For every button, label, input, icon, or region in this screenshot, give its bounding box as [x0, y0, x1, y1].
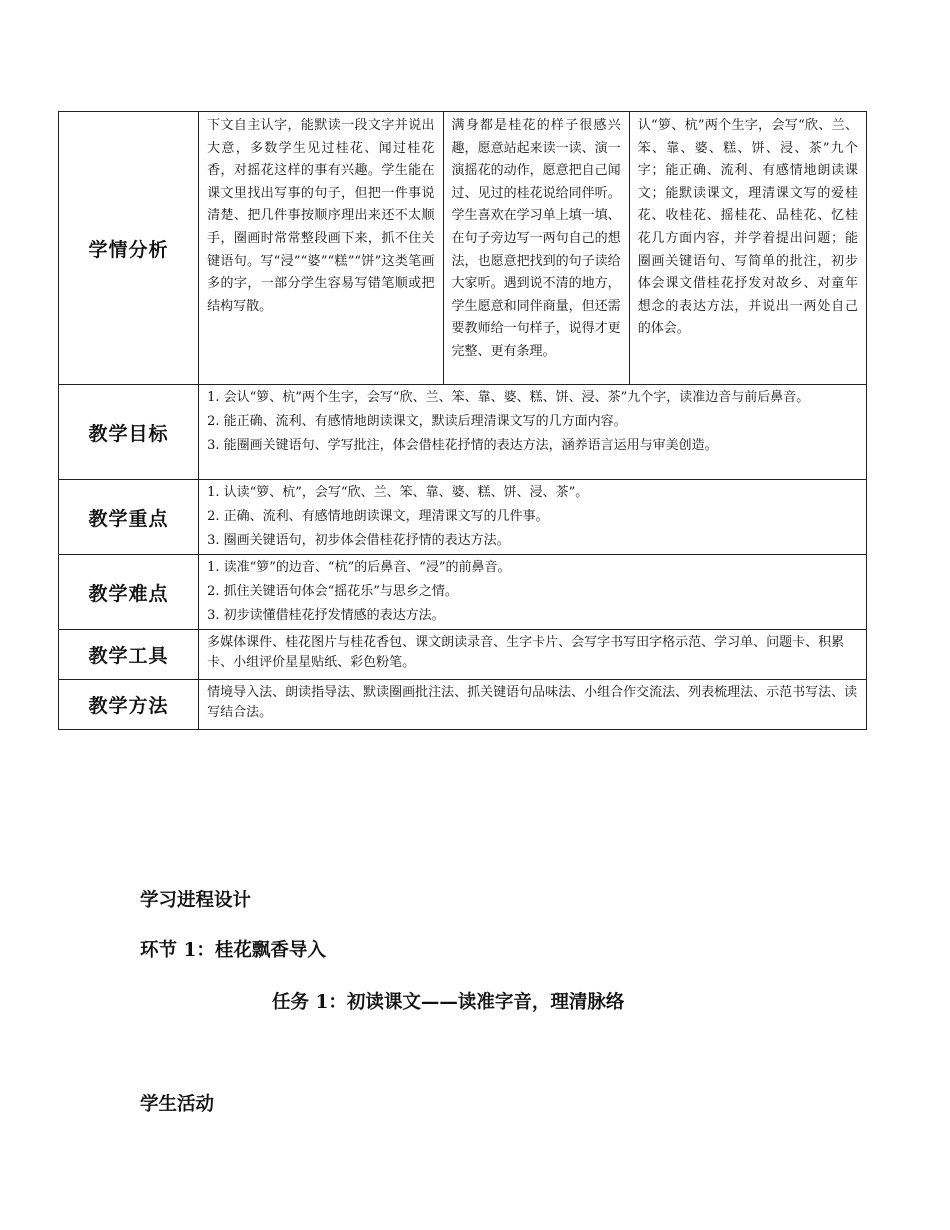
goals-content [199, 385, 867, 480]
tools-content: 多媒体课件、桂花图片与桂花香包、课文朗读录音、生字卡片、会写字书写田字格示范、学习单、问题卡、积累卡、小组评价星星贴纸、彩色粉笔。 [199, 630, 867, 680]
row-key-points [59, 480, 867, 555]
row-difficulties [59, 555, 867, 630]
row-tools [59, 630, 867, 680]
goal-item: 2. 能正确、流利、有感情地朗读课文，默读后理清课文写的几方面内容。 [207, 414, 627, 429]
label-difficulties: 教学难点 [59, 555, 199, 630]
analysis-column-2: 满身都是桂花的样子很感兴趣，愿意站起来读一读、演一演摇花的动作，愿意把自己闻过、见过的桂花说给同伴听。学生喜欢在学习单上填一填、在句子旁边写一两句自己的想法，也愿意把找到的句子读给大家听。遇到说不清的地方，学生愿意和同伴商量，但还需要教师给一句样子，说得才更完整、更有条理。 [443, 112, 629, 385]
key-point-item: 1. 认读“箩、杭”，会写“欣、兰、笨、靠、婆、糕、饼、浸、茶”。 [207, 485, 589, 500]
label-goals: 教学目标 [59, 385, 199, 480]
stage-heading: 环节 1：桂花飘香导入 [140, 940, 326, 961]
label-methods: 教学方法 [59, 680, 199, 730]
key-point-item: 2. 正确、流利、有感情地朗读课文，理清课文写的几件事。 [207, 509, 549, 524]
difficulty-item: 3. 初步读懂借桂花抒发情感的表达方法。 [207, 608, 445, 623]
row-analysis [59, 112, 867, 385]
task-heading: 任务 1：初读课文——读准字音，理清脉络 [272, 992, 625, 1013]
label-analysis: 学情分析 [59, 112, 199, 385]
difficulty-item: 1. 读准“箩”的边音、“杭”的后鼻音、“浸”的前鼻音。 [207, 560, 511, 575]
label-key-points: 教学重点 [59, 480, 199, 555]
difficulties-content [199, 555, 867, 630]
label-tools: 教学工具 [59, 630, 199, 680]
goal-item: 1. 会认“箩、杭”两个生字，会写“欣、兰、笨、靠、婆、糕、饼、浸、茶”九个字，读准边音与前后鼻音。 [207, 390, 810, 405]
key-point-item: 3. 圈画关键语句，初步体会借桂花抒情的表达方法。 [207, 533, 510, 548]
analysis-column-1: 下文自主认字，能默读一段文字并说出大意，多数学生见过桂花、闻过桂花香，对摇花这样的事有兴趣。学生能在课文里找出写事的句子，但把一件事说清楚、把几件事按顺序理出来还不太顺手，圈画时常常整段画下来，抓不住关键语句。写“浸”“婆”“糕”“饼”这类笔画多的字，一部分学生容易写错笔顺或把结构写散。 [199, 112, 443, 385]
row-goals [59, 385, 867, 480]
methods-content: 情境导入法、朗读指导法、默读圈画批注法、抓关键语句品味法、小组合作交流法、列表梳理法、示范书写法、读写结合法。 [199, 680, 867, 730]
analysis-column-3: 认“箩、杭”两个生字，会写“欣、兰、笨、靠、婆、糕、饼、浸、茶”九个字；能正确、流利、有感情地朗读课文；能默读课文，理清课文写的爱桂花、收桂花、摇桂花、品桂花、忆桂花几方面内容，并学着提出问题；能圈画关键语句、写简单的批注，初步体会课文借桂花抒发对故乡、对童年想念的表达方法，并说出一两处自己的体会。 [629, 112, 866, 385]
lesson-plan-table [58, 111, 867, 730]
section-heading-process: 学习进程设计 [140, 890, 252, 911]
difficulty-item: 2. 抓住关键语句体会“摇花乐”与思乡之情。 [207, 584, 458, 599]
row-methods [59, 680, 867, 730]
key-points-content [199, 480, 867, 555]
goal-item: 3. 能圈画关键语句、学写批注，体会借桂花抒情的表达方法，涵养语言运用与审美创造。 [207, 438, 718, 453]
student-activity-heading: 学生活动 [140, 1094, 215, 1115]
